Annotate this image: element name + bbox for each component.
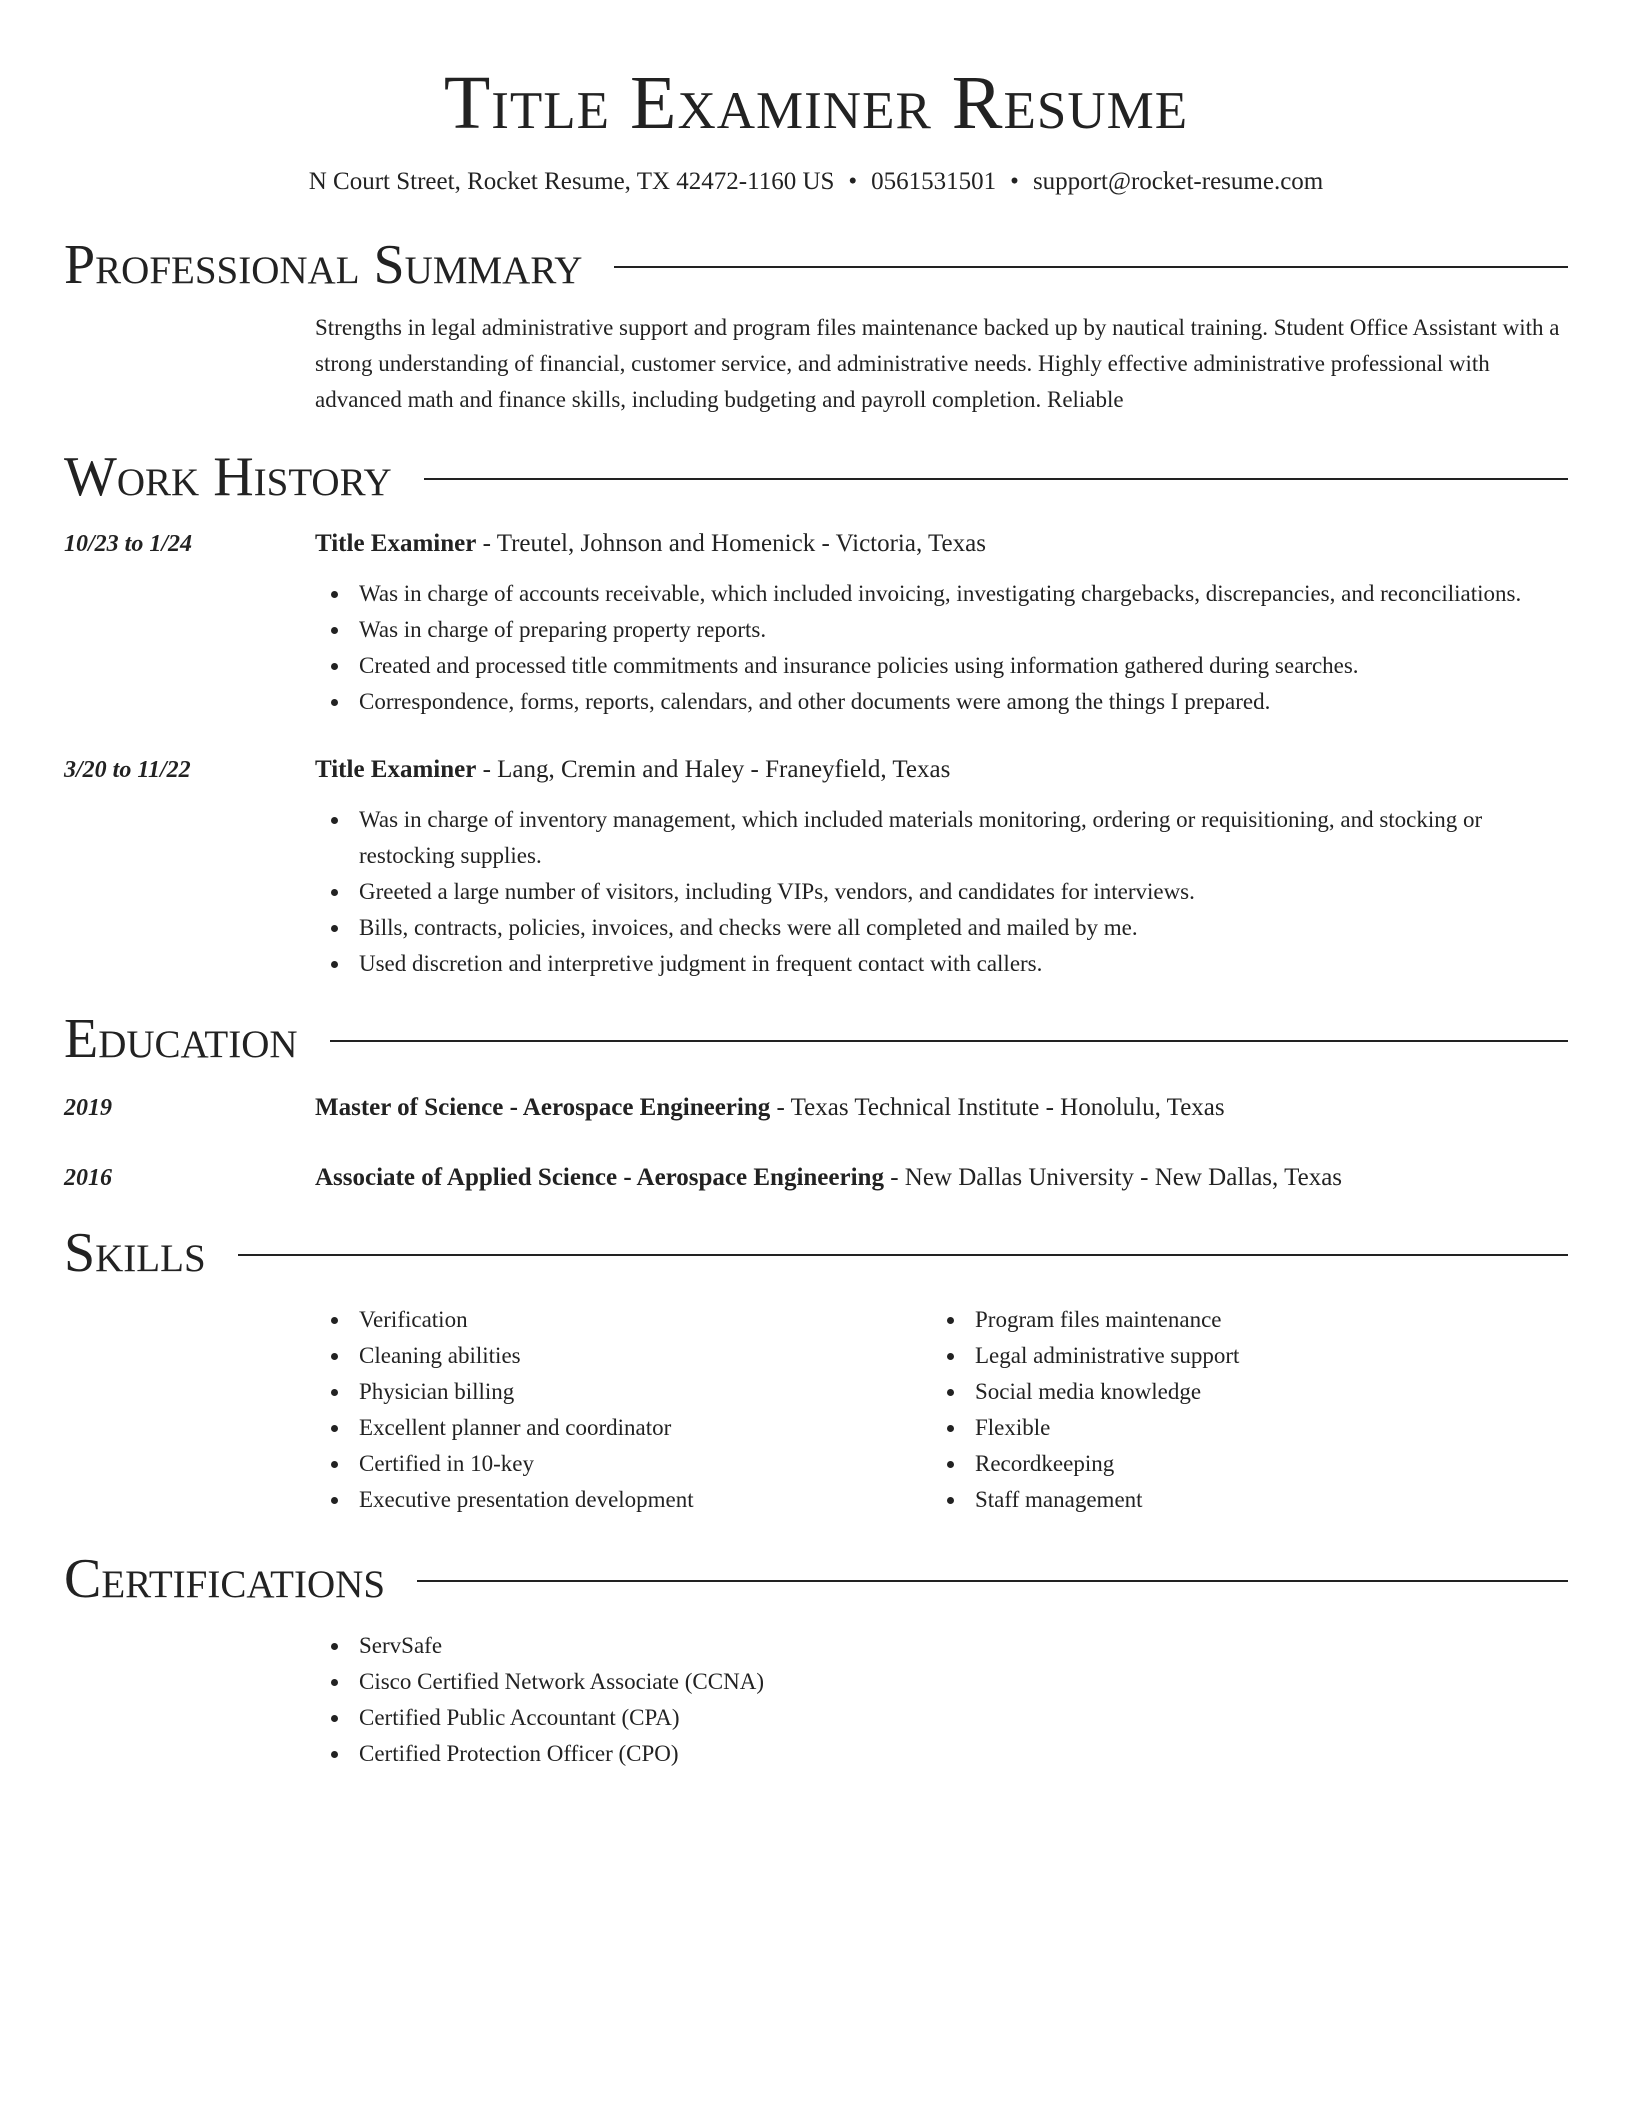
list-item: Was in charge of accounts receivable, which included invoicing, investigating chargebacks, discrepancies, and reconciliations.: [315, 576, 1568, 612]
section-divider: [614, 266, 1568, 268]
skills-grid: [315, 1302, 1568, 1518]
job-content: [315, 526, 1568, 720]
certification-item: ServSafe: [315, 1628, 1568, 1664]
skill-item: Flexible: [931, 1410, 1547, 1446]
education-year: 2019: [64, 1095, 112, 1121]
summary-heading: Professional Summary: [64, 234, 583, 296]
job-bullets: [315, 576, 1568, 720]
education-entry: [64, 1090, 1568, 1126]
job-title: Title Examiner: [315, 756, 477, 783]
job-entry: [64, 526, 1568, 720]
section-divider: [417, 1580, 1568, 1582]
education-details: - Texas Technical Institute - Honolulu, Texas: [770, 1094, 1225, 1121]
job-entry: [64, 752, 1568, 982]
education-heading: Education: [64, 1008, 298, 1070]
skill-item: Certified in 10-key: [315, 1446, 931, 1482]
education-degree: Master of Science - Aerospace Engineering: [315, 1094, 771, 1121]
skill-item: Cleaning abilities: [315, 1338, 931, 1374]
education-degree: Associate of Applied Science - Aerospace Engineering: [315, 1164, 884, 1191]
summary-text: Strengths in legal administrative support and program files maintenance backed up by nautical training. Student Office Assistant with a strong understanding of financial, customer service, and administrative needs. Highly effective administrative professional with advanced math and finance skills, including budgeting and payroll completion. Reliable: [315, 315, 1560, 412]
job-headline: [315, 752, 1568, 788]
separator-dot: •: [1010, 168, 1019, 195]
job-bullets: [315, 802, 1568, 982]
certification-item: Certified Public Accountant (CPA): [315, 1700, 1568, 1736]
job-details: - Lang, Cremin and Haley - Franeyfield, Texas: [476, 756, 951, 783]
work-heading: Work History: [64, 446, 392, 508]
list-item: Greeted a large number of visitors, including VIPs, vendors, and candidates for interviews.: [315, 874, 1568, 910]
education-entry: [64, 1160, 1568, 1196]
skill-item: Program files maintenance: [931, 1302, 1547, 1338]
skill-item: Executive presentation development: [315, 1482, 931, 1518]
summary-section-header: [64, 234, 1568, 296]
certification-item: Certified Protection Officer (CPO): [315, 1736, 1568, 1772]
job-dates: 3/20 to 11/22: [64, 757, 191, 783]
section-divider: [424, 478, 1568, 480]
job-title: Title Examiner: [315, 530, 477, 557]
skill-item: Staff management: [931, 1482, 1547, 1518]
education-year: 2016: [64, 1165, 112, 1191]
contact-email: support@rocket-resume.com: [1032, 168, 1324, 195]
education-headline: [315, 1160, 1568, 1196]
skill-item: Social media knowledge: [931, 1374, 1547, 1410]
contact-address: N Court Street, Rocket Resume, TX 42472-1160 US: [308, 168, 835, 195]
work-section-header: [64, 446, 1568, 508]
skills-left-column: [315, 1302, 931, 1518]
certifications-list: [315, 1628, 1568, 1772]
education-details: - New Dallas University - New Dallas, Texas: [883, 1164, 1343, 1191]
section-divider: [238, 1254, 1568, 1256]
skills-section-header: [64, 1222, 1568, 1284]
resume-title: Title Examiner Resume: [443, 61, 1189, 145]
list-item: Correspondence, forms, reports, calendars, and other documents were among the things I prepared.: [315, 684, 1568, 720]
list-item: Bills, contracts, policies, invoices, and checks were all completed and mailed by me.: [315, 910, 1568, 946]
skills-right-column: [931, 1302, 1547, 1518]
skill-item: Excellent planner and coordinator: [315, 1410, 931, 1446]
job-content: [315, 752, 1568, 982]
job-headline: [315, 526, 1568, 562]
section-divider: [330, 1040, 1568, 1042]
skill-item: Verification: [315, 1302, 931, 1338]
skill-item: Physician billing: [315, 1374, 931, 1410]
certifications-list-wrapper: [315, 1628, 1568, 1772]
skill-item: Legal administrative support: [931, 1338, 1547, 1374]
list-item: Used discretion and interpretive judgment in frequent contact with callers.: [315, 946, 1568, 982]
skill-item: Recordkeeping: [931, 1446, 1547, 1482]
certification-item: Cisco Certified Network Associate (CCNA): [315, 1664, 1568, 1700]
list-item: Was in charge of preparing property reports.: [315, 612, 1568, 648]
education-section-header: [64, 1008, 1568, 1070]
separator-dot: •: [848, 168, 858, 195]
certifications-section-header: [64, 1548, 1568, 1610]
job-details: - Treutel, Johnson and Homenick - Victoria, Texas: [476, 530, 986, 557]
skills-heading: Skills: [64, 1222, 206, 1284]
education-headline: [315, 1090, 1568, 1126]
resume-page: [64, 0, 1568, 1772]
list-item: Was in charge of inventory management, which included materials monitoring, ordering or requisitioning, and stocking or restocking supplies.: [315, 802, 1568, 874]
list-item: Created and processed title commitments and insurance policies using information gathered during searches.: [315, 648, 1568, 684]
contact-line: [64, 166, 1568, 198]
certifications-heading: Certifications: [64, 1548, 386, 1610]
job-dates: 10/23 to 1/24: [64, 531, 193, 557]
contact-phone: 0561531501: [871, 168, 997, 195]
